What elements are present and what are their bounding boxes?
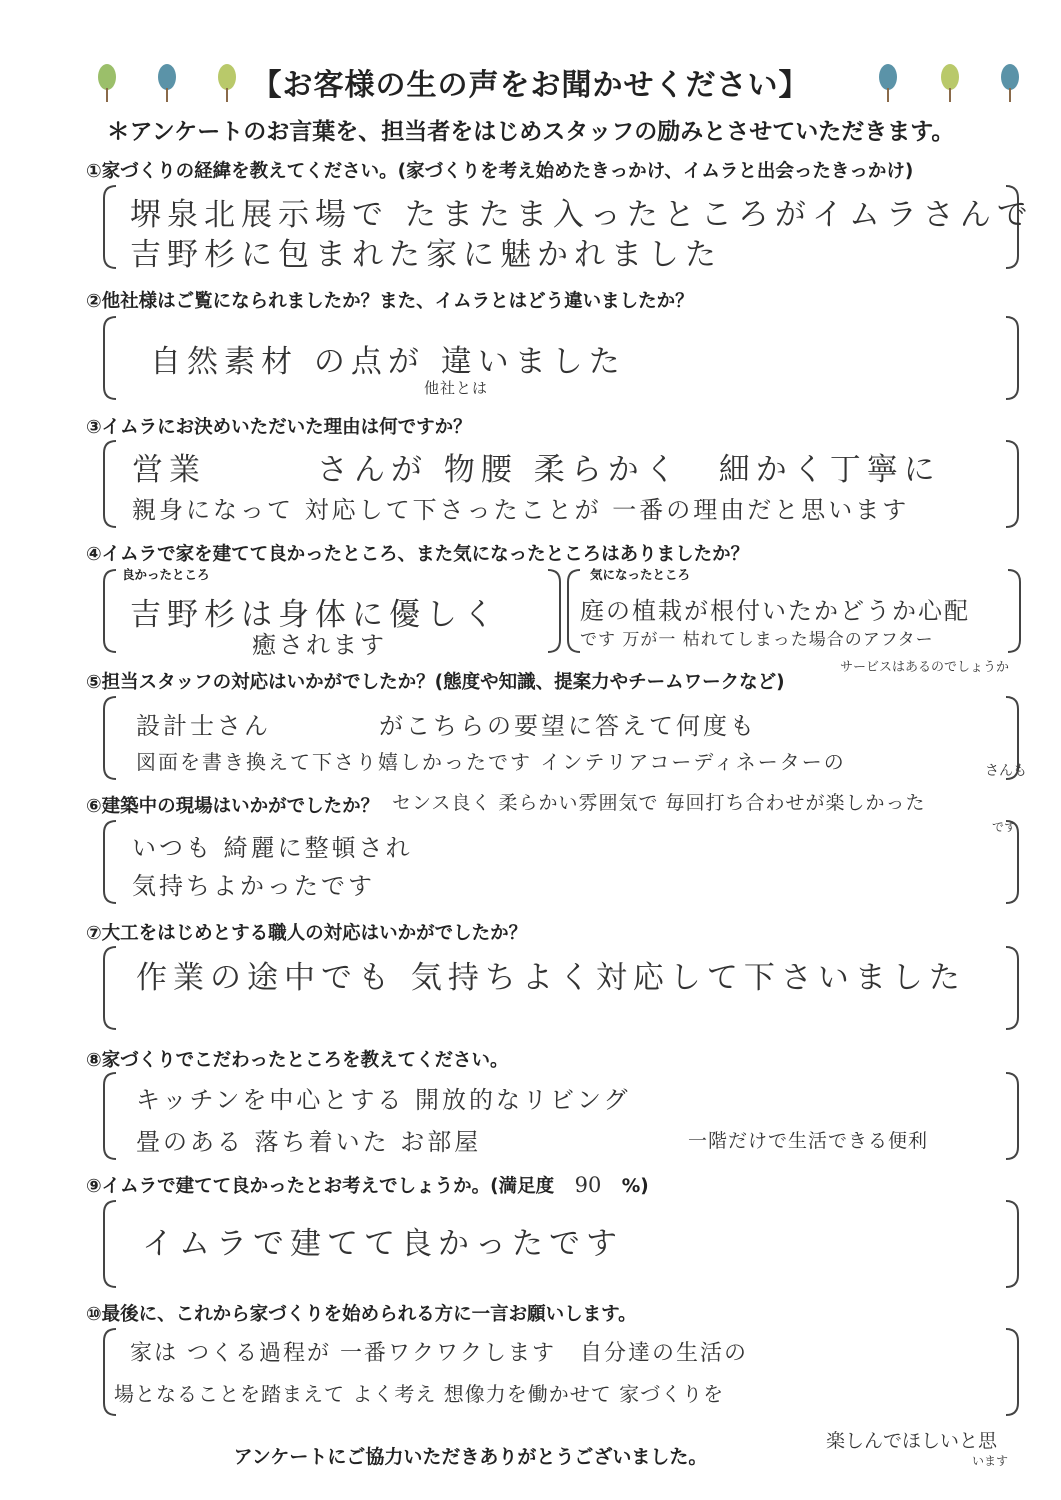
question-2-label: ②他社様はご覧になられましたか？また、イムラとはどう違いましたか？ xyxy=(86,291,694,312)
concern-points-line-2: です 万が一 枯れてしまった場合のアフター xyxy=(580,630,934,650)
answer-6-line-1: いつも 綺麗に整頓され xyxy=(132,834,413,862)
answer-8-line-2: 畳のある 落ち着いた お部屋 xyxy=(136,1128,482,1156)
answer-2-line-1: 自然素材 の点が 違いました xyxy=(150,344,626,380)
answer-5-line-1: 設計士さん がこちらの要望に答えて何度も xyxy=(136,712,757,740)
answer-box-9 xyxy=(102,1198,1020,1290)
answer-box-10 xyxy=(102,1326,1020,1418)
satisfaction-value: 90 xyxy=(574,1173,602,1197)
question-9-label: ⑨イムラで建てて良かったとお考えでしょうか。(満足度 90 %) xyxy=(86,1173,649,1197)
answer-box-8 xyxy=(102,1070,1020,1162)
answer-box-5 xyxy=(102,694,1020,782)
answer-5-continuation: センス良く 柔らかい雰囲気で 毎回打ち合わせが楽しかった xyxy=(392,792,926,814)
question-10-label: ⑩最後に、これから家づくりを始められる方に一言お願いします。 xyxy=(86,1304,637,1325)
question-3-label: ③イムラにお決めいただいた理由は何ですか？ xyxy=(86,417,472,438)
question-4-label: ④イムラで家を建てて良かったところ、また気になったところはありましたか？ xyxy=(86,544,750,565)
question-6-label: ⑥建築中の現場はいかがでしたか？ xyxy=(86,796,380,817)
answer-5-continuation-end: です xyxy=(992,820,1017,834)
answer-3-line-2: 親身になって 対応して下さったことが 一番の理由だと思います xyxy=(132,496,910,524)
page-subtitle: ＊アンケートのお言葉を、担当者をはじめスタッフの励みとさせていただきます。 xyxy=(106,119,955,145)
concern-points-label: 気になったところ xyxy=(590,567,691,582)
answer-1-line-2: 吉野杉に包まれた家に魅かれました xyxy=(130,237,722,273)
answer-box-7 xyxy=(102,944,1020,1032)
good-points-line-2: 癒されます xyxy=(252,631,387,659)
concern-overflow-text: サービスはあるのでしょうか xyxy=(840,660,1010,675)
answer-9-line-1: イムラで建てて良かったです xyxy=(142,1226,623,1262)
answer-3-line-1: 営業 さんが 物腰 柔らかく 細かく丁寧に xyxy=(132,452,941,488)
answer-5-overflow: さんも xyxy=(985,763,1027,779)
answer-6-line-2: 気持ちよかったです xyxy=(132,872,375,900)
answer-7-line-1: 作業の途中でも 気持ちよく対応して下さいました xyxy=(136,960,966,996)
footer-thanks: アンケートにご協力いただきありがとうございました。 xyxy=(233,1446,708,1468)
question-8-label: ⑧家づくりでこだわったところを教えてください。 xyxy=(86,1050,509,1071)
question-7-label: ⑦大工をはじめとする職人の対応はいかがでしたか？ xyxy=(86,923,528,944)
answer-box-4-concern xyxy=(566,567,1022,655)
good-points-label: 良かったところ xyxy=(122,567,210,582)
answer-box-1 xyxy=(102,183,1034,273)
answer-2-note: 他社とは xyxy=(424,379,489,397)
answer-10-overflow-end: います xyxy=(972,1454,1009,1468)
concern-points-line-1: 庭の植栽が根付いたかどうか心配 xyxy=(580,597,970,625)
page-title: 【お客様の生の声をお聞かせください】 xyxy=(251,68,810,103)
answer-10-line-2: 場となることを踏まえて よく考え 想像力を働かせて 家づくりを xyxy=(114,1382,725,1406)
answer-box-2 xyxy=(102,314,1020,402)
answer-8-line-1: キッチンを中心とする 開放的なリビング xyxy=(136,1086,631,1114)
answer-box-3 xyxy=(102,438,1020,530)
answer-box-6 xyxy=(102,818,1020,906)
question-1-label: ①家づくりの経緯を教えてください。(家づくりを考え始めたきっかけ、イムラと出会ったきっかけ) xyxy=(86,161,914,182)
good-points-line-1: 吉野杉は身体に優しく xyxy=(130,597,500,633)
question-5-label: ⑤担当スタッフの対応はいかがでしたか？(態度や知識、提案力やチームワークなど) xyxy=(86,672,785,693)
answer-8-extra: 一階だけで生活できる便利 xyxy=(688,1130,929,1152)
answer-5-line-2: 図面を書き換えて下さり嬉しかったです インテリアコーディネーターの xyxy=(136,750,846,774)
answer-10-line-1: 家は つくる過程が 一番ワクワクします 自分達の生活の xyxy=(130,1341,748,1366)
answer-10-overflow: 楽しんでほしいと思 xyxy=(826,1430,998,1452)
answer-1-line-1: 堺泉北展示場で たまたま入ったところがイムラさんで xyxy=(130,197,1034,233)
answer-box-4-good xyxy=(102,567,562,659)
